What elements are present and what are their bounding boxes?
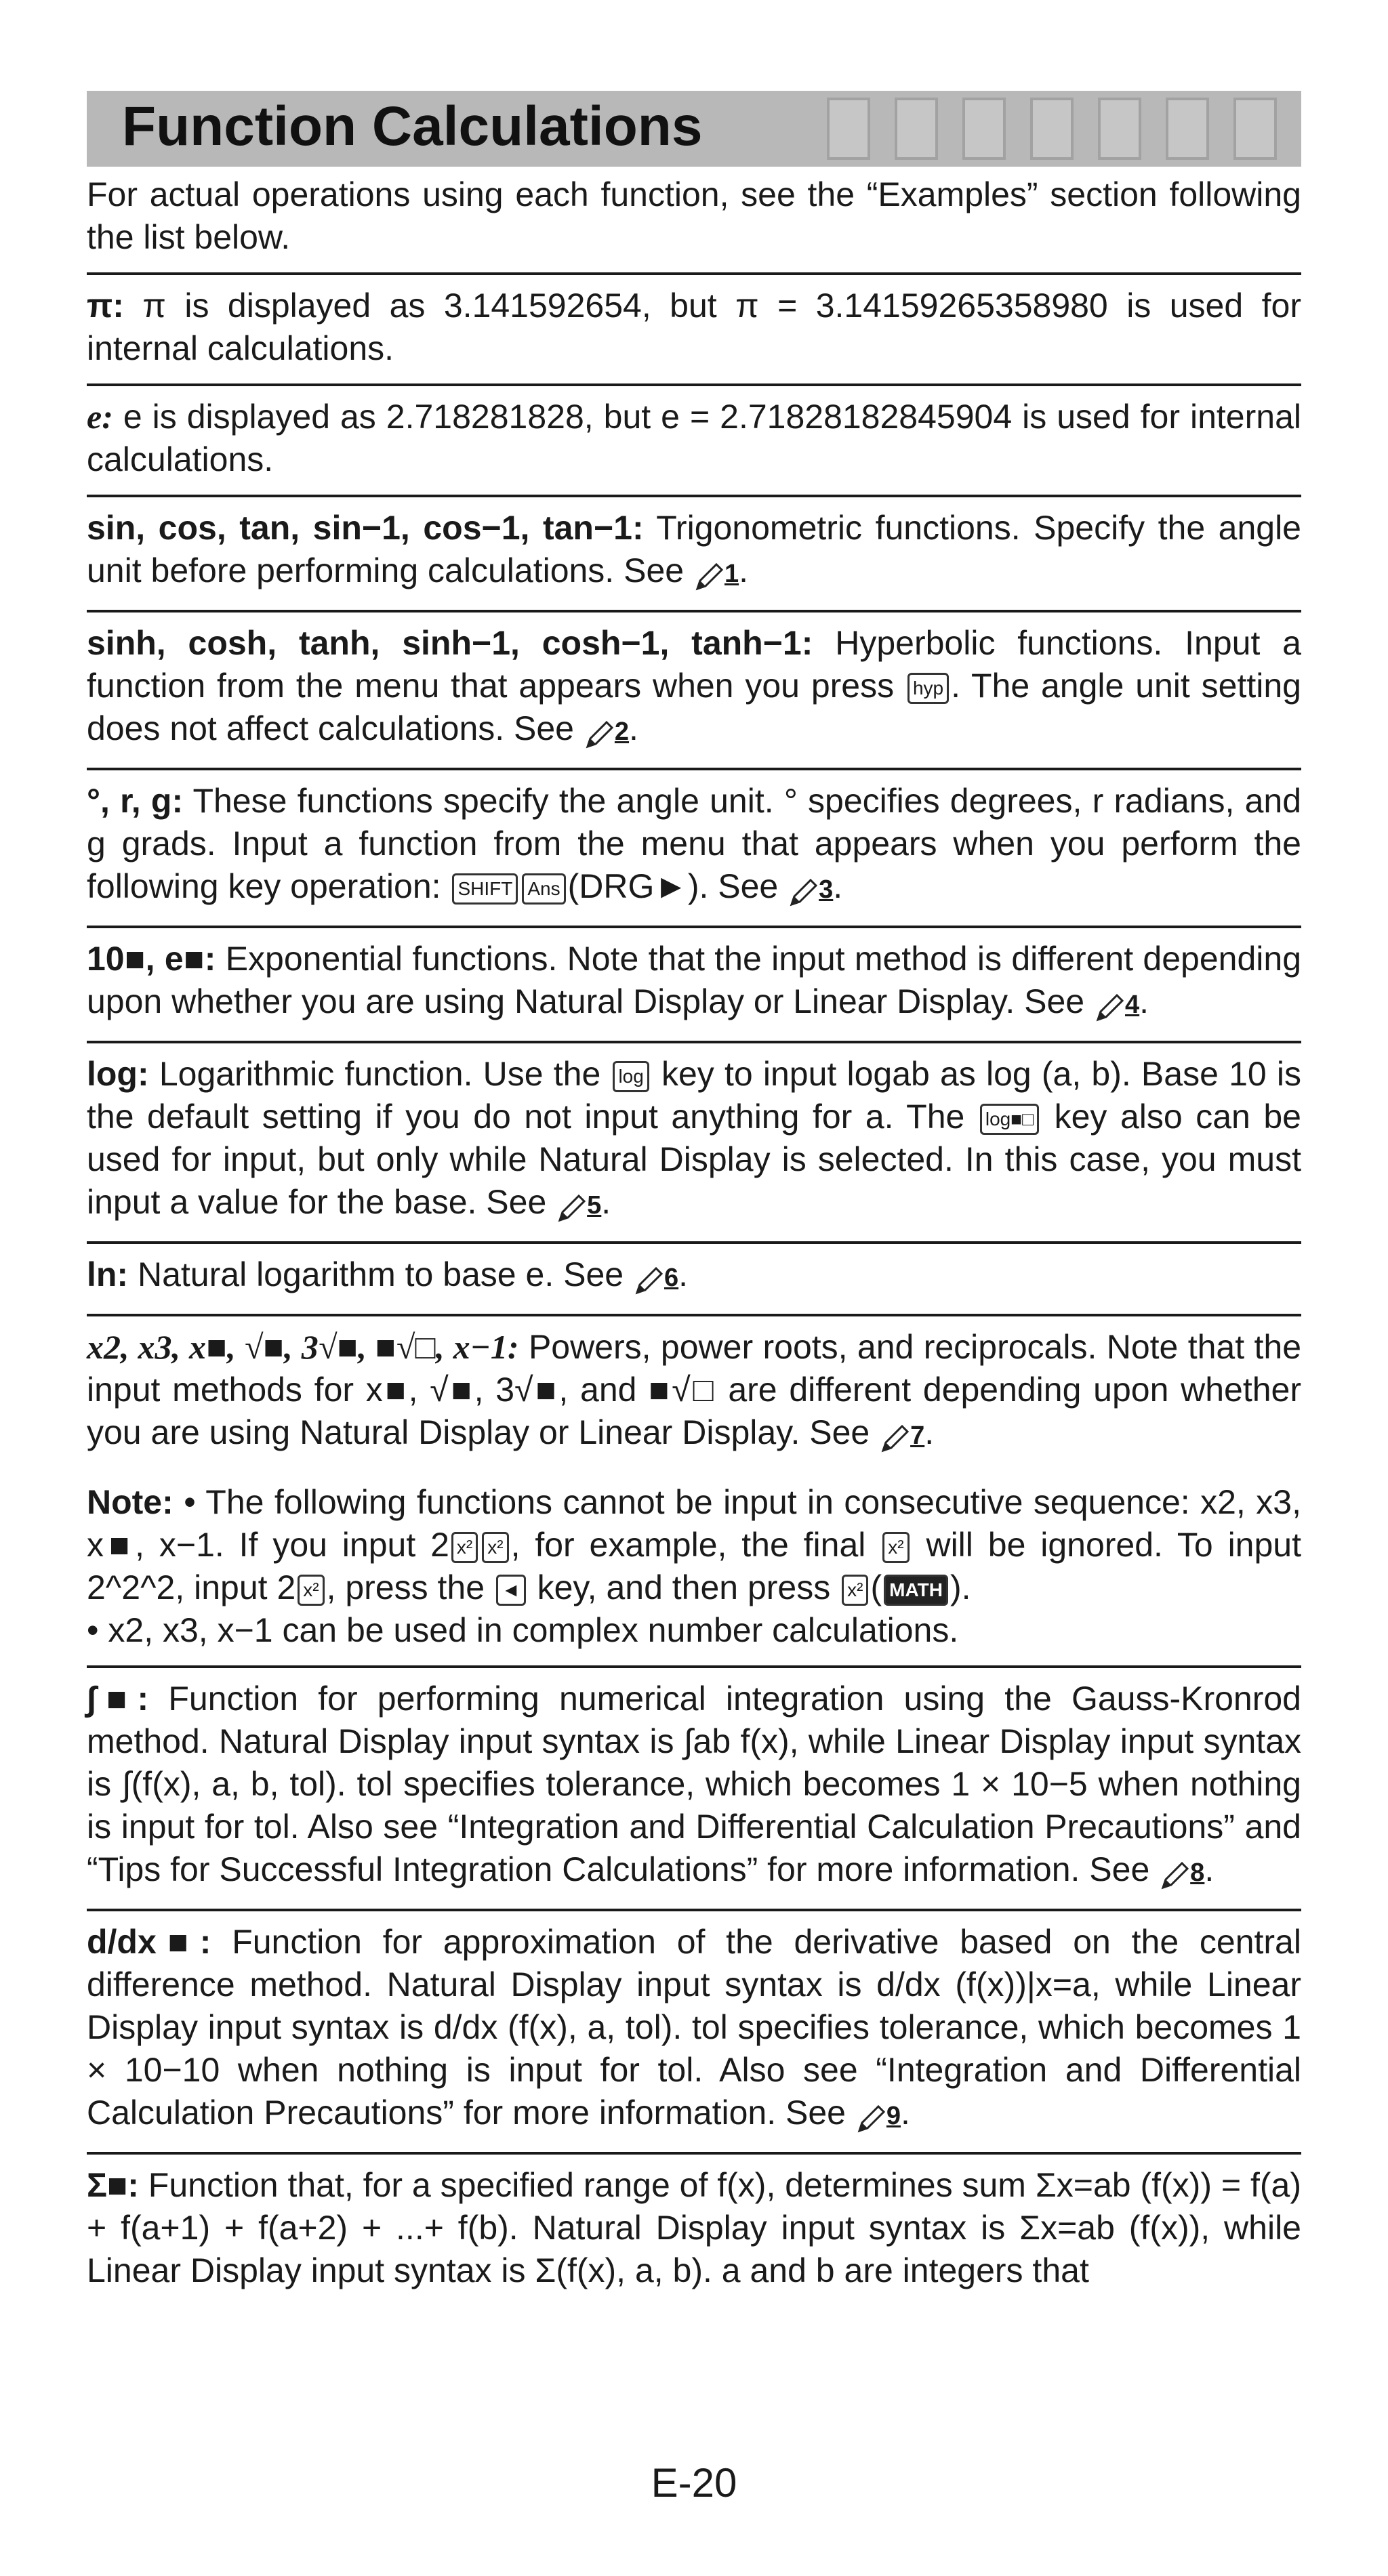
integration-text: Function for performing numerical integration using the Gauss-Kronrod method. Natural Display input syntax is ∫ab f(x), while Linear Display input syntax is ∫(f(x), a, b, tol). tol specifies tolerance, which becomes 1 × 10−5 when nothing is input for tol. Also see “Integration and Differential Calculation Precautions” and “Tips for Successful Integration Calculations” for more information. See [87, 1680, 1301, 1888]
log-key: log [613, 1061, 649, 1092]
hyp-text-a: Hyperbolic functions. Input a function from the menu that appears when you press [87, 624, 1301, 705]
x2-key: x² [451, 1532, 478, 1563]
ln-block: ln: Natural logarithm to base e. See 6. [87, 1244, 1301, 1316]
powers-term: x2, x3, x■, √■, 3√■, ■√□, x−1: [87, 1328, 519, 1366]
ans-key: Ans [522, 873, 565, 905]
note-line6: • x2, x3, x−1 can be used in complex number calculations. [87, 1611, 959, 1649]
log-text-b: key to input logab as log (a, b). Base 10 is the default setting if you do not input anything for a. The [87, 1055, 1301, 1136]
example-ref: 5 [587, 1191, 602, 1220]
example-ref: 1 [724, 560, 739, 588]
log-text-a: Logarithmic function. Use the [159, 1055, 601, 1093]
pencil-icon [556, 1185, 587, 1228]
e-text: e is displayed as 2.718281828, but e = 2.71828182845904 is used for internal calculations. [87, 398, 1301, 478]
calculator-pattern [813, 91, 1301, 167]
note-block: Note: • The following functions cannot be input in consecutive sequence: x2, x3, x■, x−1. If you input 2 x² x² , for example, the final x² will be ignored. To input 2^2^2, input 2 x² , press the ◄ key, and then press x² ( MATH ). • x2, x3, x−1 can be used in complex number calculations. [87, 1472, 1301, 1668]
intro-block [87, 173, 1301, 275]
pencil-icon [1094, 984, 1125, 1027]
example-ref: 9 [886, 2102, 901, 2130]
hyp-block: sinh, cosh, tanh, sinh−1, cosh−1, tanh−1: Hyperbolic functions. Input a function from the menu that appears when you press hyp . The angle unit setting does not affect calculations. See 2. [87, 612, 1301, 770]
x2-key: x² [298, 1575, 324, 1606]
log-base-key: log■□ [980, 1104, 1039, 1135]
log-text-c: key also can be used for input, but only while Natural Display is selected. In this case, you must input a value for the base. See [87, 1098, 1301, 1221]
derivative-text: Function for approximation of the derivative based on the central difference method. Natural Display input syntax is d/dx (f(x))|x=a, while Linear Display input syntax is d/dx (f(x), a, tol). tol specifies tolerance, which becomes 1 × 10−10 when nothing is input for tol. Also see “Integration and Differential Calculation Precautions” for more information. See [87, 1923, 1301, 2132]
pencil-icon [855, 2096, 886, 2138]
shift-key: SHIFT [452, 873, 518, 905]
page-number: E-20 [651, 2460, 737, 2506]
example-ref: 6 [664, 1264, 679, 1292]
note-line2: , for example, the final [510, 1526, 866, 1564]
intro-text: For actual operations using each function, see the “Examples” section following the list below. [87, 175, 1301, 256]
pencil-icon [1159, 1852, 1190, 1895]
x2-key: x² [882, 1532, 909, 1563]
example-ref: 2 [614, 718, 630, 746]
powers-text: Powers, power roots, and reciprocals. Note that the input methods for x■, √■, 3√■, and ■√□ are different depending upon whether you are using Natural Display or Linear Display. See [87, 1328, 1301, 1451]
exp-term: 10■, e■: [87, 940, 216, 978]
pencil-icon [879, 1415, 910, 1458]
pencil-icon [788, 869, 819, 912]
pi-term: π: [87, 287, 124, 325]
hyp-key: hyp [907, 673, 949, 704]
x2-key: x² [482, 1532, 508, 1563]
hyp-text-b: . The angle unit setting does not affect calculations. See [87, 667, 1301, 747]
exp-text: Exponential functions. Note that the input method is different depending upon whether you are using Natural Display or Linear Display. See [87, 940, 1301, 1020]
note-line5: key, and then press [537, 1569, 831, 1606]
page-title: Function Calculations [122, 96, 703, 157]
pencil-icon [693, 554, 724, 596]
derivative-block: d/dx■: Function for approximation of the derivative based on the central difference method. Natural Display input syntax is d/dx (f(x))|x=a, while Linear Display input syntax is d/dx (f(x), a, tol). tol specifies tolerance, which becomes 1 × 10−10 when nothing is input for tol. Also see “Integration and Differential Calculation Precautions” for more information. See 9. [87, 1911, 1301, 2155]
sum-term: Σ■: [87, 2166, 139, 2204]
example-ref: 3 [819, 875, 834, 904]
e-block [87, 386, 1301, 497]
sum-block [87, 2155, 1301, 2306]
pencil-icon [584, 711, 615, 754]
log-block: log: Logarithmic function. Use the log key to input logab as log (a, b). Base 10 is the default setting if you do not input anything for a. The log■□ key also can be used for input, but only while Natural Display is selected. In this case, you must input a value for the base. See 5. [87, 1043, 1301, 1244]
pencil-icon [633, 1258, 664, 1300]
log-term: log: [87, 1055, 149, 1093]
e-term: e: [87, 398, 113, 436]
sum-text: Function that, for a specified range of f(x), determines sum Σx=ab (f(x)) = f(a) + f(a+1) + f(a+2) + ...+ f(b). Natural Display input syntax is Σx=ab (f(x)), while Linear Display input syntax is Σ(f(x), a, b). a and b are integers that [87, 2166, 1301, 2289]
ln-text: Natural logarithm to base e. See [138, 1255, 624, 1293]
trig-term: sin, cos, tan, sin−1, cos−1, tan−1: [87, 509, 644, 547]
example-ref: 8 [1190, 1858, 1205, 1887]
x2-key: x² [842, 1575, 868, 1606]
example-ref: 4 [1125, 991, 1140, 1019]
derivative-term: d/dx■: [87, 1923, 211, 1961]
note-line1: • The following functions cannot be input in consecutive sequence: x2, x3, x■, x−1. If you input 2 [87, 1483, 1301, 1564]
ln-term: ln: [87, 1255, 129, 1293]
integration-term: ∫■: [87, 1680, 149, 1718]
angle-text-a: These functions specify the angle unit. ° specifies degrees, r radians, and g grads. Input a function from the menu that appears when you perform the following key operation: [87, 782, 1301, 905]
angle-block: °, r, g: These functions specify the angle unit. ° specifies degrees, r radians, and g grads. Input a function from the menu that appears when you perform the following key operation: SHIFT Ans (DRG►). See 3. [87, 770, 1301, 928]
pi-block [87, 275, 1301, 386]
pi-text: π is displayed as 3.141592654, but π = 3.14159265358980 is used for internal calculations. [87, 287, 1301, 367]
trig-text: Trigonometric functions. Specify the angle unit before performing calculations. See [87, 509, 1301, 589]
angle-term: °, r, g: [87, 782, 184, 820]
note-label: Note: [87, 1483, 174, 1521]
note-line4: , press the [326, 1569, 485, 1606]
left-key: ◄ [496, 1575, 526, 1606]
exp-block: 10■, e■: Exponential functions. Note that the input method is different depending upon whether you are using Natural Display or Linear Display. See 4. [87, 928, 1301, 1043]
hyp-term: sinh, cosh, tanh, sinh−1, cosh−1, tanh−1: [87, 624, 813, 662]
angle-text-b: (DRG►). See [567, 867, 779, 905]
powers-block: x2, x3, x■, √■, 3√■, ■√□, x−1: Powers, power roots, and reciprocals. Note that the input methods for x■, √■, 3√■, and ■√□ are different depending upon whether you are using Natural Display or Linear Display. See 7. [87, 1316, 1301, 1472]
integration-block: ∫■: Function for performing numerical integration using the Gauss-Kronrod method. Natural Display input syntax is ∫ab f(x), while Linear Display input syntax is ∫(f(x), a, b, tol). tol specifies tolerance, which becomes 1 × 10−5 when nothing is input for tol. Also see “Integration and Differential Calculation Precautions” and “Tips for Successful Integration Calculations” for more information. See 8. [87, 1668, 1301, 1911]
note-line3: will be ignored. To input 2^2^2, input 2 [87, 1526, 1301, 1606]
example-ref: 7 [910, 1421, 925, 1450]
section-banner [87, 91, 1301, 167]
trig-block: sin, cos, tan, sin−1, cos−1, tan−1: Trigonometric functions. Specify the angle unit before performing calculations. See 1. [87, 497, 1301, 612]
math-key: MATH [884, 1575, 948, 1606]
content [87, 173, 1301, 2306]
